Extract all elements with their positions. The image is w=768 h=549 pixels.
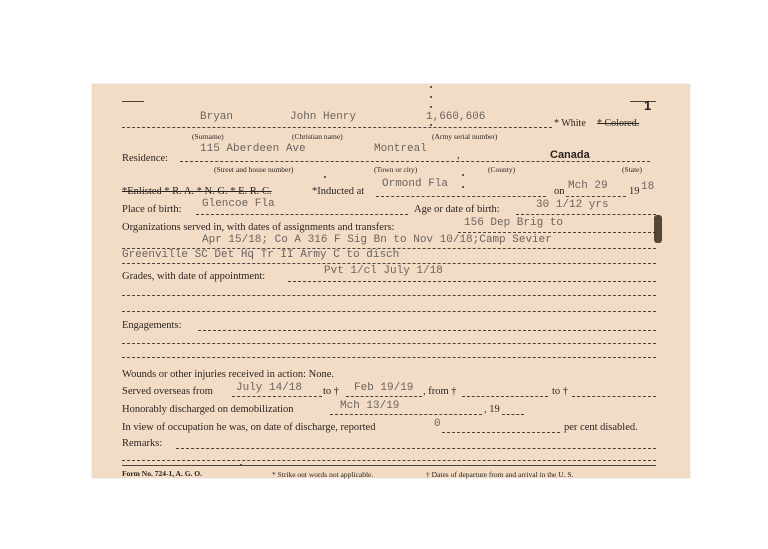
year-prefix: 19 bbox=[629, 186, 640, 197]
age-line bbox=[516, 214, 656, 215]
street-value: 115 Aberdeen Ave bbox=[200, 143, 306, 155]
overseas-from-value: July 14/18 bbox=[236, 382, 303, 394]
serial-number-value: 1,660,606 bbox=[426, 111, 486, 123]
fold-mark bbox=[430, 86, 432, 88]
discharged-date-value: Mch 13/19 bbox=[340, 400, 400, 412]
christian-name-caption: (Christian name) bbox=[292, 132, 343, 141]
age-value: 30 1/12 yrs bbox=[536, 199, 609, 211]
name-line bbox=[122, 127, 552, 128]
organizations-rule-3 bbox=[122, 263, 656, 264]
fold-mark bbox=[324, 176, 326, 178]
birthplace-label: Place of birth: bbox=[122, 204, 182, 215]
engagements-label: Engagements: bbox=[122, 320, 182, 331]
overseas-from2-line bbox=[462, 396, 548, 397]
engagements-rule-1 bbox=[198, 330, 656, 331]
inducted-date-value: Mch 29 bbox=[568, 180, 608, 192]
overseas-from-line bbox=[232, 396, 322, 397]
inducted-place-value: Ormond Fla bbox=[382, 178, 449, 190]
fold-mark bbox=[462, 186, 464, 188]
overseas-label: Served overseas from bbox=[122, 386, 213, 397]
engagements-rule-2 bbox=[122, 343, 656, 344]
discharged-date-line bbox=[330, 414, 482, 415]
fold-mark bbox=[430, 96, 432, 98]
overseas-to-label: to † bbox=[323, 386, 340, 397]
organizations-line-3: Greenville SC Det Hq Tr II Army C to disch bbox=[122, 249, 400, 261]
discharged-year-line bbox=[502, 414, 524, 415]
grades-rule-1 bbox=[288, 281, 656, 282]
fold-mark bbox=[240, 464, 242, 466]
christian-name-value: John Henry bbox=[290, 111, 357, 123]
footnote-strike: * Strike out words not applicable. bbox=[272, 470, 374, 479]
overseas-to2-line bbox=[572, 396, 656, 397]
disabled-percent-line bbox=[442, 432, 560, 433]
enlisted-options: *Enlisted * R. A. * N. G. * E. R. C. bbox=[122, 186, 272, 197]
occupation-label: In view of occupation he was, on date of discharge, reported bbox=[122, 422, 376, 433]
remarks-label: Remarks: bbox=[122, 438, 163, 449]
footer-rule bbox=[122, 465, 656, 466]
grades-rule-2 bbox=[122, 295, 656, 296]
discharged-label: Honorably discharged on demobilization bbox=[122, 404, 294, 415]
top-right-rule bbox=[630, 101, 656, 102]
inducted-label: *Inducted at bbox=[312, 186, 365, 197]
birthplace-line bbox=[196, 214, 408, 215]
county-caption: (County) bbox=[488, 165, 516, 174]
organizations-line-2: Apr 15/18; Co A 316 F Sig Bn to Nov 10/18;Camp Sevier bbox=[202, 234, 552, 246]
on-label: on bbox=[554, 186, 565, 197]
birthplace-value: Glencoe Fla bbox=[202, 198, 275, 210]
surname-value: Bryan bbox=[200, 111, 234, 123]
town-comma: , bbox=[457, 150, 460, 161]
grades-rule-3 bbox=[122, 311, 656, 312]
residence-label: Residence: bbox=[122, 153, 169, 164]
ink-stain bbox=[654, 215, 662, 243]
engagements-rule-3 bbox=[122, 357, 656, 358]
town-caption: (Town or city) bbox=[374, 165, 418, 174]
inducted-place-line bbox=[376, 196, 546, 197]
overseas-from2-label: , from † bbox=[423, 386, 457, 397]
overseas-to-value: Feb 19/19 bbox=[354, 382, 414, 394]
wounds-line: Wounds or other injuries received in action: None. bbox=[122, 369, 335, 380]
surname-caption: (Surname) bbox=[192, 132, 224, 141]
disabled-suffix: per cent disabled. bbox=[564, 422, 638, 433]
grades-label: Grades, with date of appointment: bbox=[122, 271, 266, 282]
inducted-date-line bbox=[566, 196, 626, 197]
corner-number: 1 bbox=[644, 98, 652, 113]
white-option: * White bbox=[554, 118, 586, 129]
age-label: Age or date of birth: bbox=[414, 204, 500, 215]
discharged-year: , 19 bbox=[484, 404, 500, 415]
state-caption: (State) bbox=[622, 165, 642, 174]
fold-mark bbox=[462, 174, 464, 176]
colored-option: * Colored. bbox=[597, 118, 640, 129]
grades-value: Pvt 1/cl July 1/18 bbox=[324, 265, 443, 277]
street-caption: (Street and house number) bbox=[214, 165, 294, 174]
organizations-label: Organizations served in, with dates of assignments and transfers: bbox=[122, 222, 395, 233]
town-value: Montreal bbox=[374, 143, 427, 155]
serial-number-caption: (Army serial number) bbox=[432, 132, 498, 141]
top-rule bbox=[122, 101, 144, 102]
inducted-year-value: 18 bbox=[641, 181, 655, 193]
disabled-percent-value: 0 bbox=[434, 418, 441, 430]
remarks-rule-2 bbox=[122, 460, 656, 461]
fold-mark bbox=[430, 106, 432, 108]
organizations-line-1: 156 Dep Brig to bbox=[464, 217, 564, 229]
remarks-rule-1 bbox=[176, 448, 656, 449]
overseas-to2-label: to † bbox=[552, 386, 569, 397]
residence-line bbox=[180, 161, 650, 162]
service-card bbox=[92, 84, 690, 478]
state-value: Canada bbox=[550, 149, 590, 161]
form-number: Form No. 724-1, A. G. O. bbox=[122, 469, 202, 478]
overseas-to-line bbox=[346, 396, 422, 397]
footnote-dates: † Dates of departure from and arrival in the U. S. bbox=[426, 470, 574, 479]
fold-mark bbox=[430, 124, 432, 126]
organizations-rule-1 bbox=[458, 232, 656, 233]
